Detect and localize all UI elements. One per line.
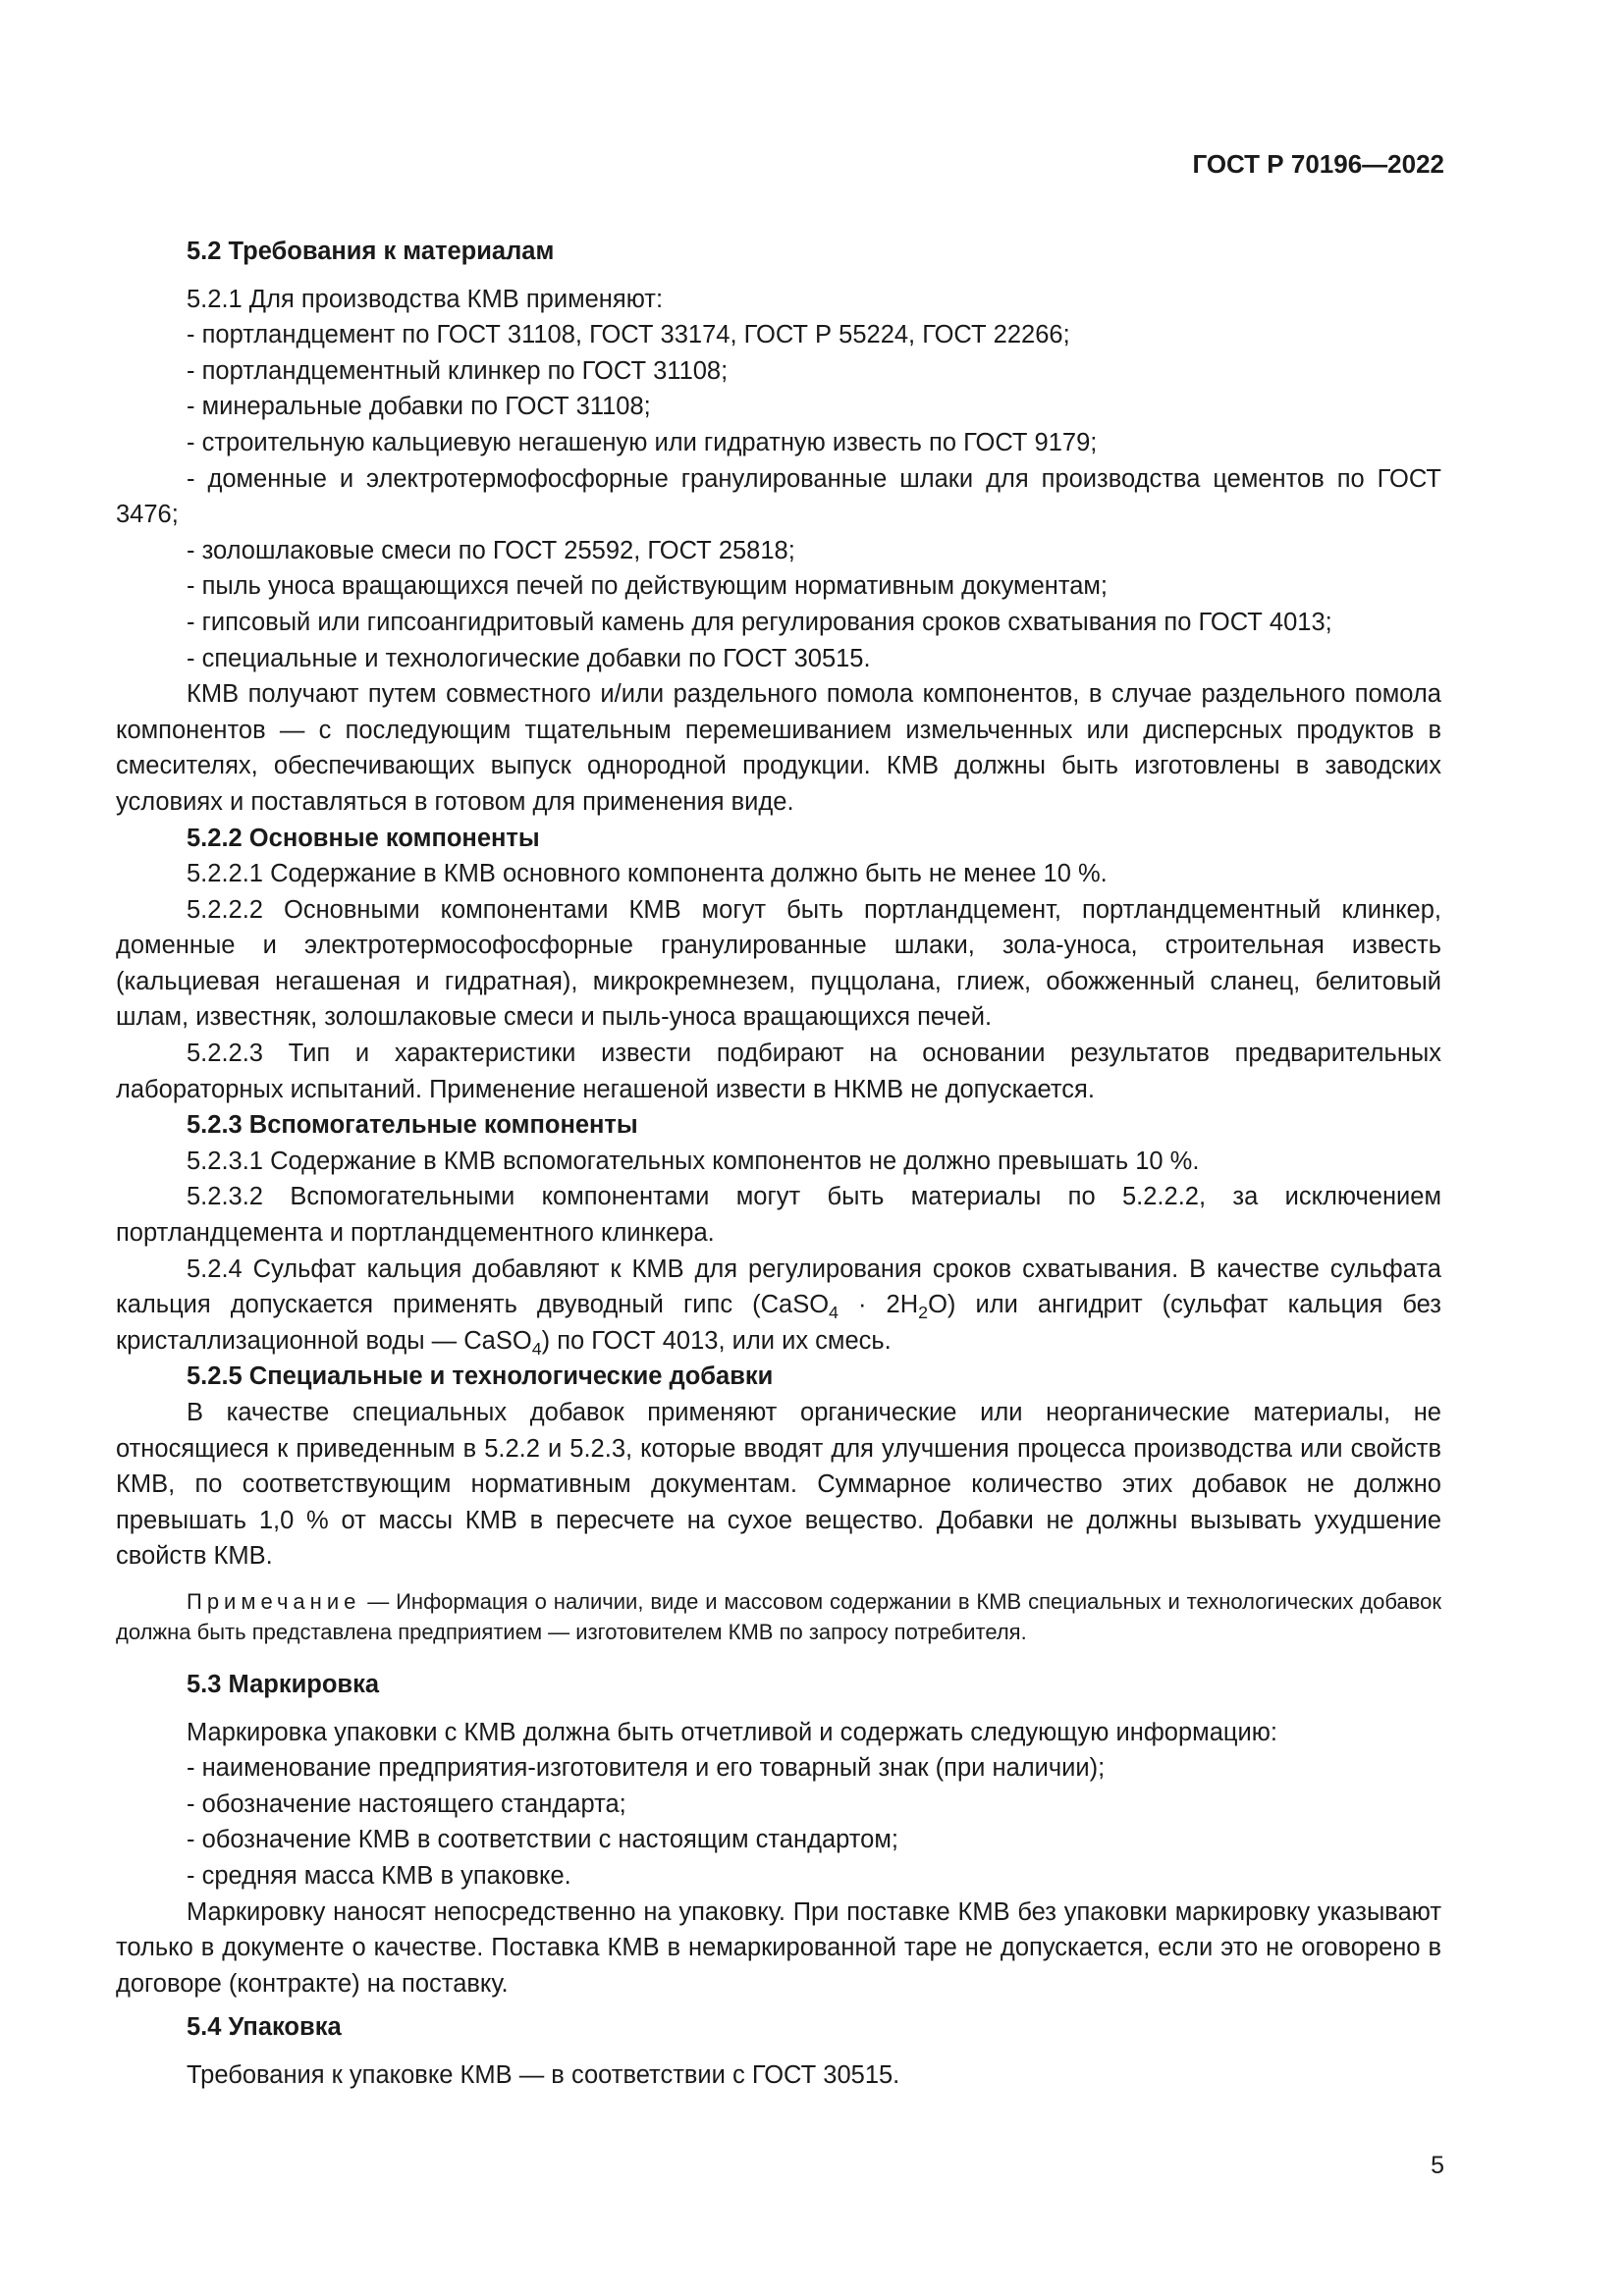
list-item: - обозначение КМВ в соответствии с настоящим стандартом; [187, 1826, 898, 1854]
document-content [116, 224, 1441, 2094]
note [116, 1586, 1441, 1647]
list-item: - доменные и электротермофосфорные гранулированные шлаки для производства цементов по ГОСТ 3476; [116, 464, 1441, 529]
section-5-4-title: 5.4 Упаковка [187, 2013, 342, 2042]
clause-5-2-3-2: 5.2.3.2 Вспомогательными компонентами могут быть материалы по 5.2.2.2, за исключением портландцемента и портландцементного клинкера. [116, 1183, 1441, 1248]
page-number: 5 [1431, 2152, 1444, 2179]
list-item: - минеральные добавки по ГОСТ 31108; [187, 393, 651, 421]
list-item: - строительную кальциевую негашеную или гидратную известь по ГОСТ 9179; [187, 428, 1098, 456]
list-item: - золошлаковые смеси по ГОСТ 25592, ГОСТ 25818; [187, 536, 795, 564]
clause-5-2-2-3: 5.2.2.3 Тип и характеристики извести подбирают на основании результатов предварительных лабораторных испытаний. Применение негашеной извести в НКМВ не допускается. [116, 1040, 1441, 1103]
list-item: - портландцемент по ГОСТ 31108, ГОСТ 33174, ГОСТ Р 55224, ГОСТ 22266; [187, 321, 1070, 349]
section-5-2-2-title: 5.2.2 Основные компоненты [187, 824, 540, 852]
note-label: Примечание [187, 1588, 361, 1614]
clause-5-2-4: 5.2.4 Сульфат кальция добавляют к КМВ для регулирования сроков схватывания. В качестве сульфата кальция допускается применять двуводный гипс (CaSO$_4$ · $2H_2O$) или ангидрит (сульфат кальция без кристаллизационной воды — CaSO$_4$) по ГОСТ 4013, или их смесь. [116, 1255, 1441, 1359]
list-item: - наименование предприятия-изготовителя и его товарный знак (при наличии); [187, 1754, 1106, 1783]
marking-intro: Маркировка упаковки с КМВ должна быть отчетливой и содержать следующую информацию: [187, 1718, 1277, 1746]
list-item: - портландцементный клинкер по ГОСТ 31108; [187, 356, 729, 385]
clause-5-2-1: 5.2.1 Для производства КМВ применяют: [187, 285, 664, 313]
clause-5-2-2-1: 5.2.2.1 Содержание в КМВ основного компонента должно быть не менее 10 %. [187, 860, 1108, 888]
marking-paragraph: Маркировку наносят непосредственно на упаковку. При поставке КМВ без упаковки маркировку указывают только в документе о качестве. Поставка КМВ в немаркированной таре не допускается, если это не оговорено в договоре (контракте) на поставку. [116, 1897, 1441, 1998]
list-item: - обозначение настоящего стандарта; [187, 1789, 626, 1818]
document-header: ГОСТ Р 70196—2022 [1192, 149, 1444, 179]
section-5-2-5-title: 5.2.5 Специальные и технологические добавки [187, 1362, 774, 1391]
section-5-2-3-title: 5.2.3 Вспомогательные компоненты [187, 1111, 638, 1140]
list-item: - специальные и технологические добавки по ГОСТ 30515. [187, 644, 871, 672]
list-item: - гипсовый или гипсоангидритовый камень для регулирования сроков схватывания по ГОСТ 4013; [187, 608, 1332, 636]
clause-5-2-2-2: 5.2.2.2 Основными компонентами КМВ могут быть портландцемент, портландцементный клинкер, доменные и электротермософосфорные гранулированные шлаки, зола-уноса, строительная известь (кальциевая негашеная и гидратная), микрокремнезем, пуццолана, глиеж, обожженный сланец, белитовый шлам, известняк, золошлаковые смеси и пыль-уноса вращающихся печей. [116, 895, 1441, 1032]
section-5-2-title: 5.2 Требования к материалам [187, 238, 555, 265]
clause-5-2-3-1: 5.2.3.1 Содержание в КМВ вспомогательных компонентов не должно превышать 10 %. [187, 1147, 1200, 1175]
section-5-3-title: 5.3 Маркировка [187, 1670, 380, 1698]
paragraph-kmv-production: КМВ получают путем совместного и/или раздельного помола компонентов, в случае раздельного помола компонентов — с последующим тщательным перемешиванием измельченных или дисперсных продуктов в смесителях, обеспечивающих выпуск однородной продукции. КМВ должны быть изготовлены в заводских условиях и поставляться в готовом для применения виде. [116, 680, 1441, 816]
list-item: - пыль уноса вращающихся печей по действующим нормативным документам; [187, 572, 1109, 601]
list-item: - средняя масса КМВ в упаковке. [187, 1861, 571, 1890]
packaging-paragraph: Требования к упаковке КМВ — в соответствии с ГОСТ 30515. [187, 2060, 900, 2089]
clause-5-2-5-text: В качестве специальных добавок применяют органические или неорганические материалы, не относящиеся к приведенным в 5.2.2 и 5.2.3, которые вводят для улучшения процесса производства или свойств КМВ, по соответствующим нормативным документам. Суммарное количество этих добавок не должно превышать 1,0 % от массы КМВ в пересчете на сухое вещество. Добавки не должны вызывать ухудшение свойств КМВ. [116, 1399, 1441, 1571]
note-text: — Информация о наличии, виде и массовом содержании в КМВ специальных и технологических добавок должна быть представлена предприятием — изготовителем КМВ по запросу потребителя. [116, 1588, 1441, 1644]
